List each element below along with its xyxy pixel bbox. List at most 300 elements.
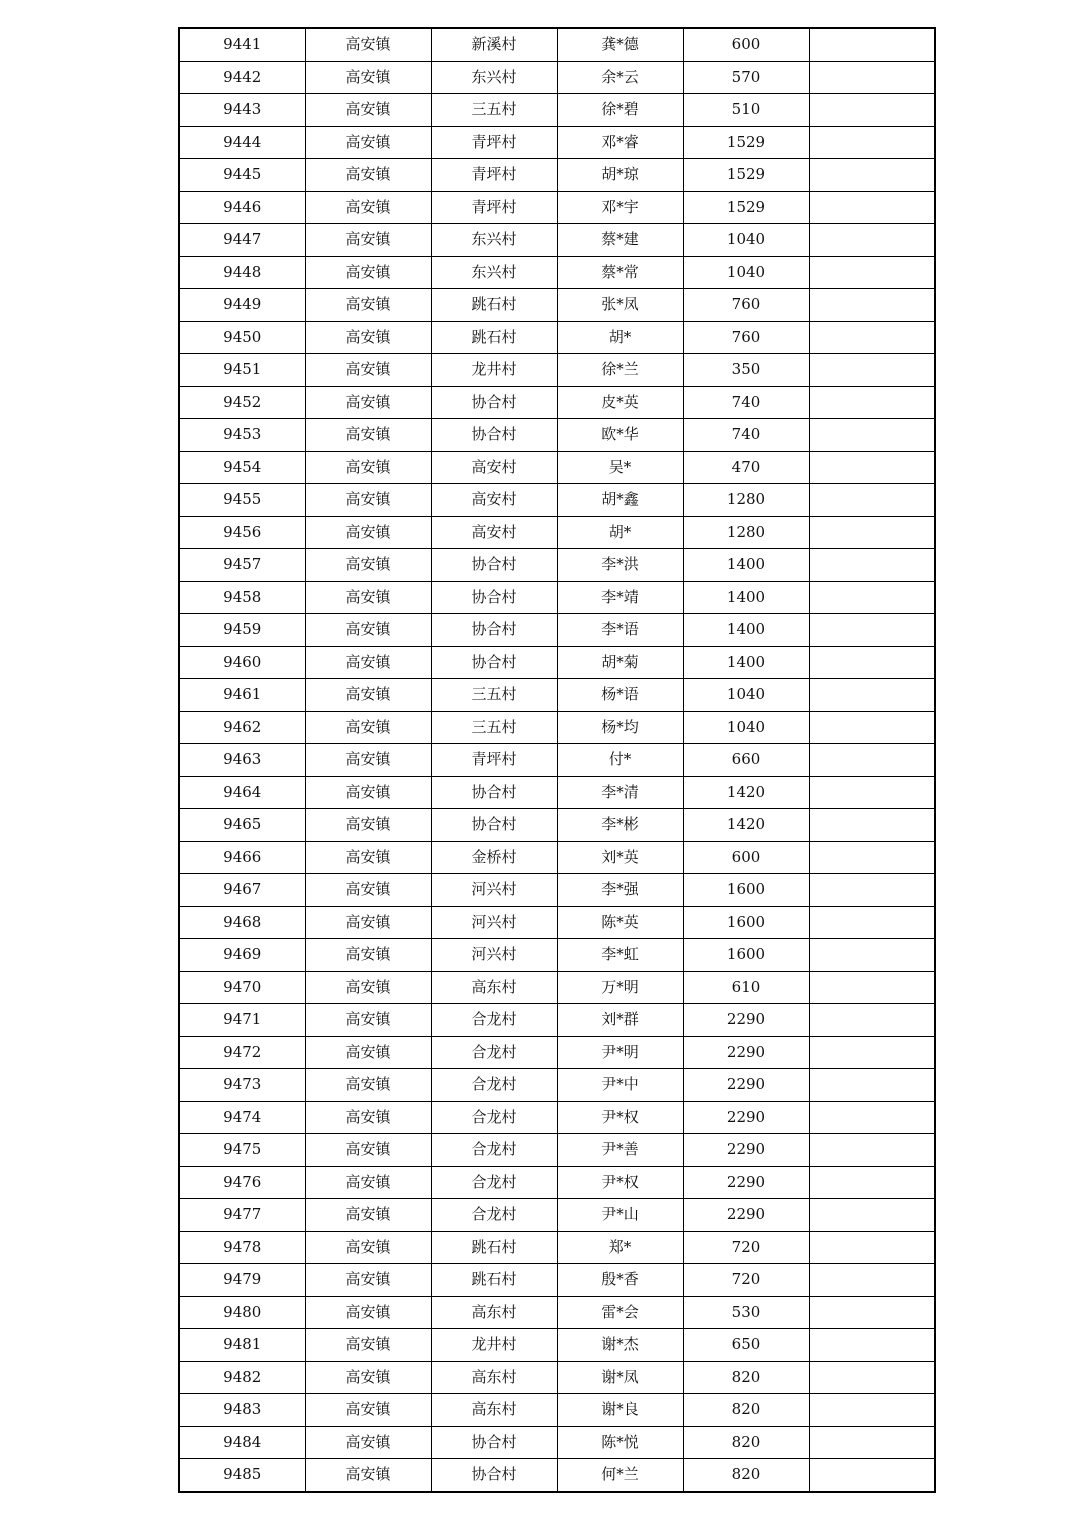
table-row [179,1361,935,1394]
remark-cell [809,874,935,907]
remark-cell [809,971,935,1004]
village-cell: 三五村 [431,94,557,127]
serial-number-cell: 9459 [179,614,305,647]
table-row [179,1069,935,1102]
town-cell: 高安镇 [305,1296,431,1329]
village-cell: 跳石村 [431,321,557,354]
amount-cell: 570 [683,61,809,94]
town-cell: 高安镇 [305,386,431,419]
village-cell: 跳石村 [431,289,557,322]
name-cell: 蔡*常 [557,256,683,289]
name-cell: 谢*凤 [557,1361,683,1394]
amount-cell: 720 [683,1231,809,1264]
name-cell: 雷*会 [557,1296,683,1329]
name-cell: 尹*中 [557,1069,683,1102]
village-cell: 高东村 [431,1394,557,1427]
remark-cell [809,1296,935,1329]
serial-number-cell: 9481 [179,1329,305,1362]
remark-cell [809,256,935,289]
serial-number-cell: 9482 [179,1361,305,1394]
remark-cell [809,28,935,61]
town-cell: 高安镇 [305,1361,431,1394]
town-cell: 高安镇 [305,354,431,387]
serial-number-cell: 9468 [179,906,305,939]
amount-cell: 650 [683,1329,809,1362]
town-cell: 高安镇 [305,1004,431,1037]
serial-number-cell: 9475 [179,1134,305,1167]
serial-number-cell: 9443 [179,94,305,127]
amount-cell: 1280 [683,484,809,517]
name-cell: 尹*明 [557,1036,683,1069]
remark-cell [809,159,935,192]
town-cell: 高安镇 [305,971,431,1004]
serial-number-cell: 9473 [179,1069,305,1102]
village-cell: 合龙村 [431,1004,557,1037]
serial-number-cell: 9446 [179,191,305,224]
village-cell: 东兴村 [431,256,557,289]
amount-cell: 610 [683,971,809,1004]
name-cell: 邓*宇 [557,191,683,224]
serial-number-cell: 9483 [179,1394,305,1427]
serial-number-cell: 9471 [179,1004,305,1037]
town-cell: 高安镇 [305,1101,431,1134]
table-row [179,1004,935,1037]
table-row [179,841,935,874]
name-cell: 李*彬 [557,809,683,842]
remark-cell [809,549,935,582]
town-cell: 高安镇 [305,61,431,94]
village-cell: 青坪村 [431,159,557,192]
table-row [179,1264,935,1297]
remark-cell [809,1361,935,1394]
village-cell: 河兴村 [431,939,557,972]
amount-cell: 600 [683,28,809,61]
village-cell: 协合村 [431,419,557,452]
serial-number-cell: 9457 [179,549,305,582]
name-cell: 胡*鑫 [557,484,683,517]
serial-number-cell: 9452 [179,386,305,419]
amount-cell: 1040 [683,711,809,744]
serial-number-cell: 9472 [179,1036,305,1069]
name-cell: 李*洪 [557,549,683,582]
town-cell: 高安镇 [305,224,431,257]
town-cell: 高安镇 [305,1231,431,1264]
remark-cell [809,1199,935,1232]
village-cell: 高安村 [431,516,557,549]
name-cell: 陈*英 [557,906,683,939]
village-cell: 高东村 [431,971,557,1004]
name-cell: 徐*兰 [557,354,683,387]
town-cell: 高安镇 [305,289,431,322]
village-cell: 协合村 [431,614,557,647]
amount-cell: 820 [683,1426,809,1459]
table-row [179,1036,935,1069]
serial-number-cell: 9444 [179,126,305,159]
village-cell: 跳石村 [431,1231,557,1264]
village-cell: 合龙村 [431,1166,557,1199]
village-cell: 协合村 [431,1426,557,1459]
table-row [179,1394,935,1427]
serial-number-cell: 9455 [179,484,305,517]
table-row [179,581,935,614]
town-cell: 高安镇 [305,549,431,582]
town-cell: 高安镇 [305,1166,431,1199]
town-cell: 高安镇 [305,906,431,939]
name-cell: 皮*英 [557,386,683,419]
village-cell: 跳石村 [431,1264,557,1297]
village-cell: 高东村 [431,1361,557,1394]
village-cell: 协合村 [431,1459,557,1492]
name-cell: 陈*悦 [557,1426,683,1459]
amount-cell: 740 [683,386,809,419]
name-cell: 邓*睿 [557,126,683,159]
town-cell: 高安镇 [305,939,431,972]
amount-cell: 2290 [683,1036,809,1069]
serial-number-cell: 9485 [179,1459,305,1492]
town-cell: 高安镇 [305,159,431,192]
amount-cell: 470 [683,451,809,484]
remark-cell [809,224,935,257]
serial-number-cell: 9441 [179,28,305,61]
name-cell: 胡*琼 [557,159,683,192]
village-cell: 金桥村 [431,841,557,874]
remark-cell [809,646,935,679]
table-row [179,549,935,582]
amount-cell: 1600 [683,906,809,939]
table-row [179,94,935,127]
amount-cell: 2290 [683,1166,809,1199]
serial-number-cell: 9466 [179,841,305,874]
remark-cell [809,516,935,549]
village-cell: 东兴村 [431,61,557,94]
name-cell: 徐*碧 [557,94,683,127]
amount-cell: 1600 [683,874,809,907]
amount-cell: 1400 [683,614,809,647]
remark-cell [809,1166,935,1199]
town-cell: 高安镇 [305,874,431,907]
name-cell: 殷*香 [557,1264,683,1297]
serial-number-cell: 9465 [179,809,305,842]
table-row [179,1134,935,1167]
serial-number-cell: 9467 [179,874,305,907]
remark-cell [809,386,935,419]
name-cell: 胡* [557,516,683,549]
remark-cell [809,451,935,484]
serial-number-cell: 9448 [179,256,305,289]
serial-number-cell: 9479 [179,1264,305,1297]
remark-cell [809,1459,935,1492]
serial-number-cell: 9470 [179,971,305,1004]
name-cell: 李*清 [557,776,683,809]
name-cell: 胡*菊 [557,646,683,679]
name-cell: 龚*德 [557,28,683,61]
serial-number-cell: 9461 [179,679,305,712]
amount-cell: 820 [683,1394,809,1427]
town-cell: 高安镇 [305,711,431,744]
village-cell: 东兴村 [431,224,557,257]
name-cell: 付* [557,744,683,777]
village-cell: 青坪村 [431,191,557,224]
amount-cell: 820 [683,1459,809,1492]
village-cell: 协合村 [431,776,557,809]
name-cell: 胡* [557,321,683,354]
village-cell: 新溪村 [431,28,557,61]
town-cell: 高安镇 [305,191,431,224]
amount-cell: 530 [683,1296,809,1329]
serial-number-cell: 9464 [179,776,305,809]
village-cell: 河兴村 [431,906,557,939]
name-cell: 谢*杰 [557,1329,683,1362]
town-cell: 高安镇 [305,809,431,842]
amount-cell: 2290 [683,1101,809,1134]
name-cell: 尹*山 [557,1199,683,1232]
serial-number-cell: 9460 [179,646,305,679]
remark-cell [809,1394,935,1427]
village-cell: 高东村 [431,1296,557,1329]
amount-cell: 1529 [683,126,809,159]
serial-number-cell: 9453 [179,419,305,452]
town-cell: 高安镇 [305,744,431,777]
name-cell: 尹*权 [557,1166,683,1199]
village-cell: 高安村 [431,484,557,517]
remark-cell [809,1101,935,1134]
serial-number-cell: 9463 [179,744,305,777]
amount-cell: 760 [683,289,809,322]
table-row [179,321,935,354]
remark-cell [809,484,935,517]
name-cell: 李*靖 [557,581,683,614]
table-row [179,679,935,712]
remark-cell [809,289,935,322]
amount-cell: 1420 [683,809,809,842]
village-cell: 青坪村 [431,744,557,777]
amount-cell: 660 [683,744,809,777]
serial-number-cell: 9462 [179,711,305,744]
remark-cell [809,906,935,939]
amount-cell: 2290 [683,1134,809,1167]
table-row [179,1296,935,1329]
serial-number-cell: 9445 [179,159,305,192]
remark-cell [809,1329,935,1362]
table-row [179,484,935,517]
remark-cell [809,191,935,224]
serial-number-cell: 9442 [179,61,305,94]
village-cell: 河兴村 [431,874,557,907]
table-row [179,906,935,939]
serial-number-cell: 9476 [179,1166,305,1199]
village-cell: 合龙村 [431,1036,557,1069]
name-cell: 蔡*建 [557,224,683,257]
village-cell: 协合村 [431,581,557,614]
remark-cell [809,614,935,647]
remark-cell [809,776,935,809]
amount-cell: 1420 [683,776,809,809]
village-cell: 协合村 [431,809,557,842]
town-cell: 高安镇 [305,776,431,809]
table-row [179,939,935,972]
table-row [179,386,935,419]
table-row [179,28,935,61]
remark-cell [809,679,935,712]
amount-cell: 1040 [683,679,809,712]
town-cell: 高安镇 [305,451,431,484]
serial-number-cell: 9447 [179,224,305,257]
amount-cell: 600 [683,841,809,874]
village-cell: 青坪村 [431,126,557,159]
town-cell: 高安镇 [305,646,431,679]
remark-cell [809,841,935,874]
serial-number-cell: 9477 [179,1199,305,1232]
amount-cell: 350 [683,354,809,387]
amount-cell: 2290 [683,1199,809,1232]
table-row [179,1426,935,1459]
remark-cell [809,61,935,94]
remark-cell [809,1069,935,1102]
remark-cell [809,939,935,972]
table-row [179,874,935,907]
village-cell: 龙井村 [431,354,557,387]
remark-cell [809,1426,935,1459]
remark-cell [809,1036,935,1069]
town-cell: 高安镇 [305,28,431,61]
name-cell: 刘*英 [557,841,683,874]
amount-cell: 1529 [683,191,809,224]
amount-cell: 1040 [683,256,809,289]
remark-cell [809,321,935,354]
town-cell: 高安镇 [305,126,431,159]
town-cell: 高安镇 [305,321,431,354]
name-cell: 李*强 [557,874,683,907]
remark-cell [809,419,935,452]
serial-number-cell: 9451 [179,354,305,387]
remark-cell [809,581,935,614]
name-cell: 李*语 [557,614,683,647]
table-row [179,451,935,484]
table-row [179,971,935,1004]
name-cell: 尹*权 [557,1101,683,1134]
amount-cell: 1040 [683,224,809,257]
village-cell: 合龙村 [431,1199,557,1232]
table-row [179,419,935,452]
remark-cell [809,711,935,744]
name-cell: 欧*华 [557,419,683,452]
village-cell: 协合村 [431,386,557,419]
town-cell: 高安镇 [305,484,431,517]
town-cell: 高安镇 [305,1134,431,1167]
name-cell: 尹*善 [557,1134,683,1167]
town-cell: 高安镇 [305,841,431,874]
name-cell: 何*兰 [557,1459,683,1492]
name-cell: 余*云 [557,61,683,94]
serial-number-cell: 9458 [179,581,305,614]
town-cell: 高安镇 [305,516,431,549]
amount-cell: 1600 [683,939,809,972]
name-cell: 郑* [557,1231,683,1264]
table-row [179,1101,935,1134]
serial-number-cell: 9454 [179,451,305,484]
name-cell: 刘*群 [557,1004,683,1037]
village-cell: 合龙村 [431,1101,557,1134]
name-cell: 杨*语 [557,679,683,712]
name-cell: 万*明 [557,971,683,1004]
amount-cell: 2290 [683,1069,809,1102]
table-row [179,776,935,809]
table-row [179,159,935,192]
town-cell: 高安镇 [305,256,431,289]
town-cell: 高安镇 [305,94,431,127]
name-cell: 谢*良 [557,1394,683,1427]
serial-number-cell: 9456 [179,516,305,549]
village-cell: 龙井村 [431,1329,557,1362]
remark-cell [809,744,935,777]
amount-cell: 820 [683,1361,809,1394]
remark-cell [809,126,935,159]
name-cell: 杨*均 [557,711,683,744]
amount-cell: 510 [683,94,809,127]
amount-cell: 720 [683,1264,809,1297]
table-row [179,516,935,549]
amount-cell: 1400 [683,581,809,614]
table-row [179,809,935,842]
table-row [179,646,935,679]
village-cell: 协合村 [431,646,557,679]
serial-number-cell: 9449 [179,289,305,322]
amount-cell: 760 [683,321,809,354]
remark-cell [809,1004,935,1037]
serial-number-cell: 9478 [179,1231,305,1264]
amount-cell: 2290 [683,1004,809,1037]
roster-table [178,27,936,1493]
village-cell: 三五村 [431,711,557,744]
remark-cell [809,1134,935,1167]
serial-number-cell: 9450 [179,321,305,354]
village-cell: 高安村 [431,451,557,484]
serial-number-cell: 9469 [179,939,305,972]
town-cell: 高安镇 [305,581,431,614]
remark-cell [809,1231,935,1264]
town-cell: 高安镇 [305,679,431,712]
table-row [179,354,935,387]
roster-body [179,28,935,1492]
table-row [179,61,935,94]
town-cell: 高安镇 [305,1459,431,1492]
town-cell: 高安镇 [305,1394,431,1427]
village-cell: 协合村 [431,549,557,582]
remark-cell [809,809,935,842]
remark-cell [809,1264,935,1297]
name-cell: 李*虹 [557,939,683,972]
table-row [179,1166,935,1199]
town-cell: 高安镇 [305,1264,431,1297]
serial-number-cell: 9480 [179,1296,305,1329]
table-row [179,126,935,159]
remark-cell [809,94,935,127]
town-cell: 高安镇 [305,1036,431,1069]
name-cell: 张*凤 [557,289,683,322]
table-row [179,1231,935,1264]
town-cell: 高安镇 [305,1329,431,1362]
table-row [179,256,935,289]
village-cell: 合龙村 [431,1069,557,1102]
amount-cell: 1280 [683,516,809,549]
amount-cell: 1400 [683,549,809,582]
serial-number-cell: 9484 [179,1426,305,1459]
town-cell: 高安镇 [305,614,431,647]
amount-cell: 1400 [683,646,809,679]
table-row [179,289,935,322]
village-cell: 三五村 [431,679,557,712]
table-row [179,711,935,744]
